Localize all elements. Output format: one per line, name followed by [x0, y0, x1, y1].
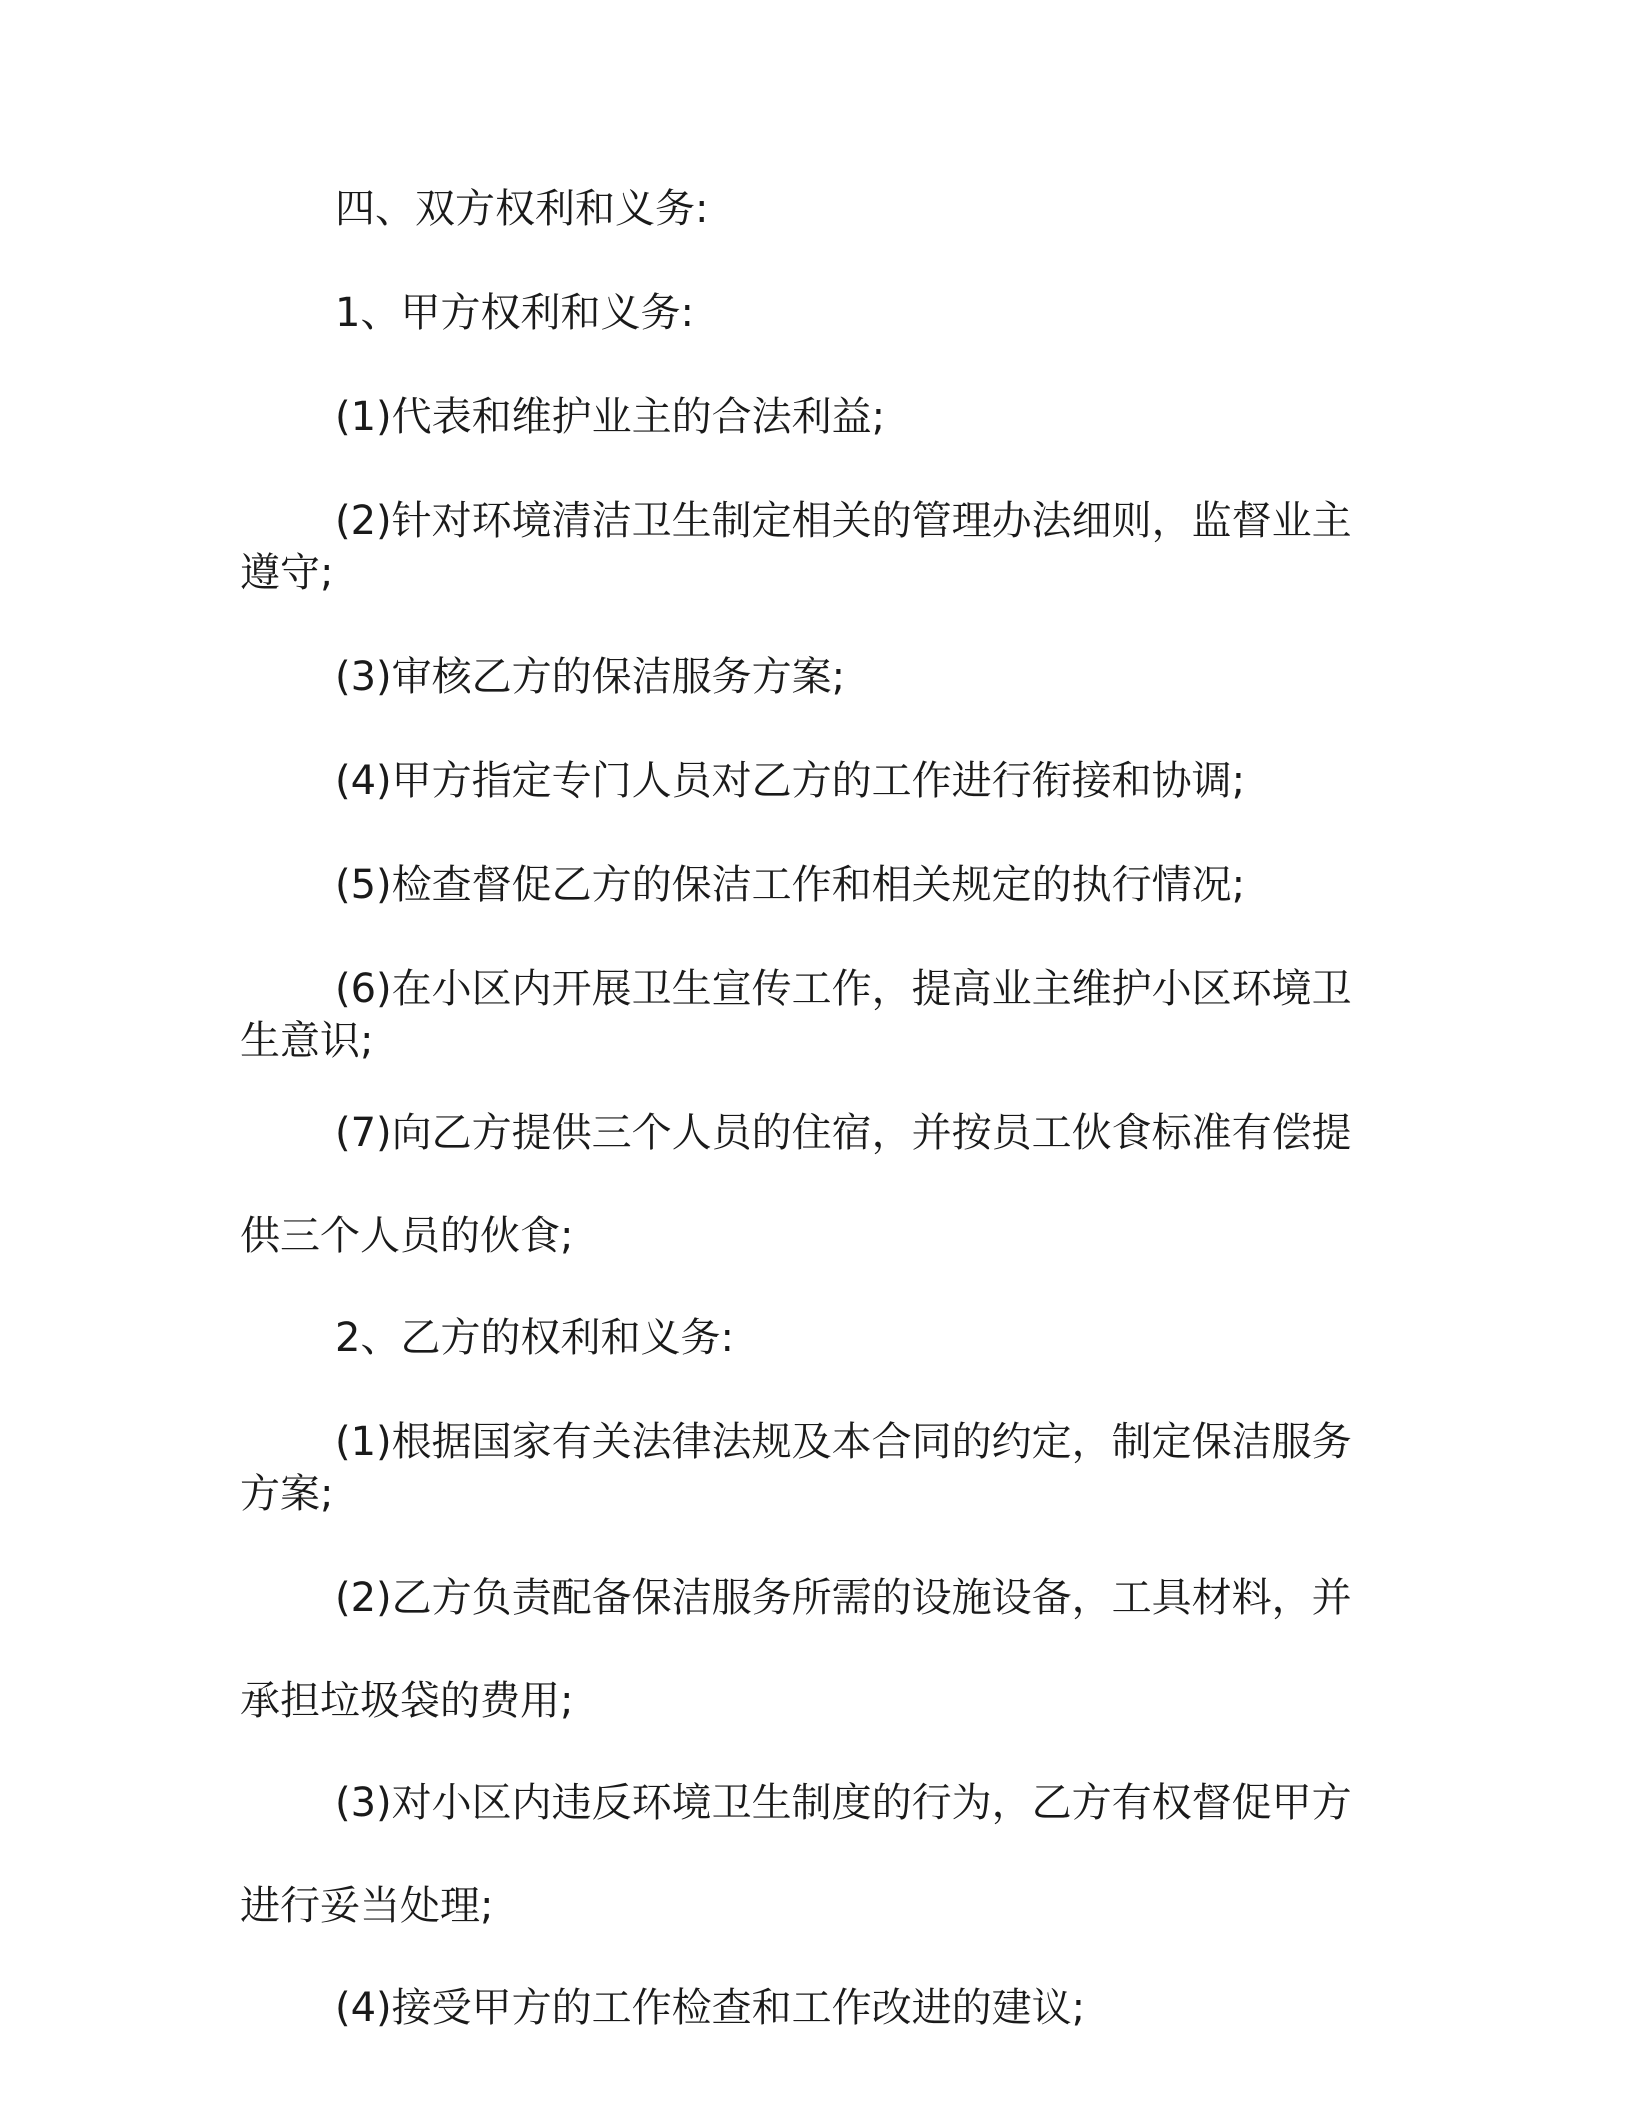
party-a-item-3: (3)审核乙方的保洁服务方案; — [335, 654, 846, 700]
party-a-item-5: (5)检查督促乙方的保洁工作和相关规定的执行情况; — [335, 862, 1246, 908]
section-heading: 四、双方权利和义务: — [335, 186, 709, 232]
party-a-item-7: (7)向乙方提供三个人员的住宿，并按员工伙食标准有偿提供三个人员的伙食; — [240, 1110, 1352, 1259]
subsection-heading-party-a: 1、甲方权利和义务: — [335, 290, 694, 336]
party-b-item-1: (1)根据国家有关法律法规及本合同的约定，制定保洁服务方案; — [240, 1419, 1352, 1517]
party-a-item-1: (1)代表和维护业主的合法利益; — [335, 394, 886, 440]
party-a-item-2: (2)针对环境清洁卫生制定相关的管理办法细则，监督业主遵守; — [240, 498, 1352, 596]
document-body — [240, 183, 1390, 2086]
party-a-item-4: (4)甲方指定专门人员对乙方的工作进行衔接和协调; — [335, 758, 1246, 804]
party-a-item-6: (6)在小区内开展卫生宣传工作，提高业主维护小区环境卫生意识; — [240, 966, 1352, 1064]
subsection-heading-party-b: 2、乙方的权利和义务: — [335, 1315, 734, 1361]
party-b-item-4: (4)接受甲方的工作检查和工作改进的建议; — [335, 1985, 1086, 2031]
party-b-item-3: (3)对小区内违反环境卫生制度的行为，乙方有权督促甲方进行妥当处理; — [240, 1780, 1352, 1929]
party-b-item-2: (2)乙方负责配备保洁服务所需的设施设备，工具材料，并承担垃圾袋的费用; — [240, 1575, 1352, 1724]
